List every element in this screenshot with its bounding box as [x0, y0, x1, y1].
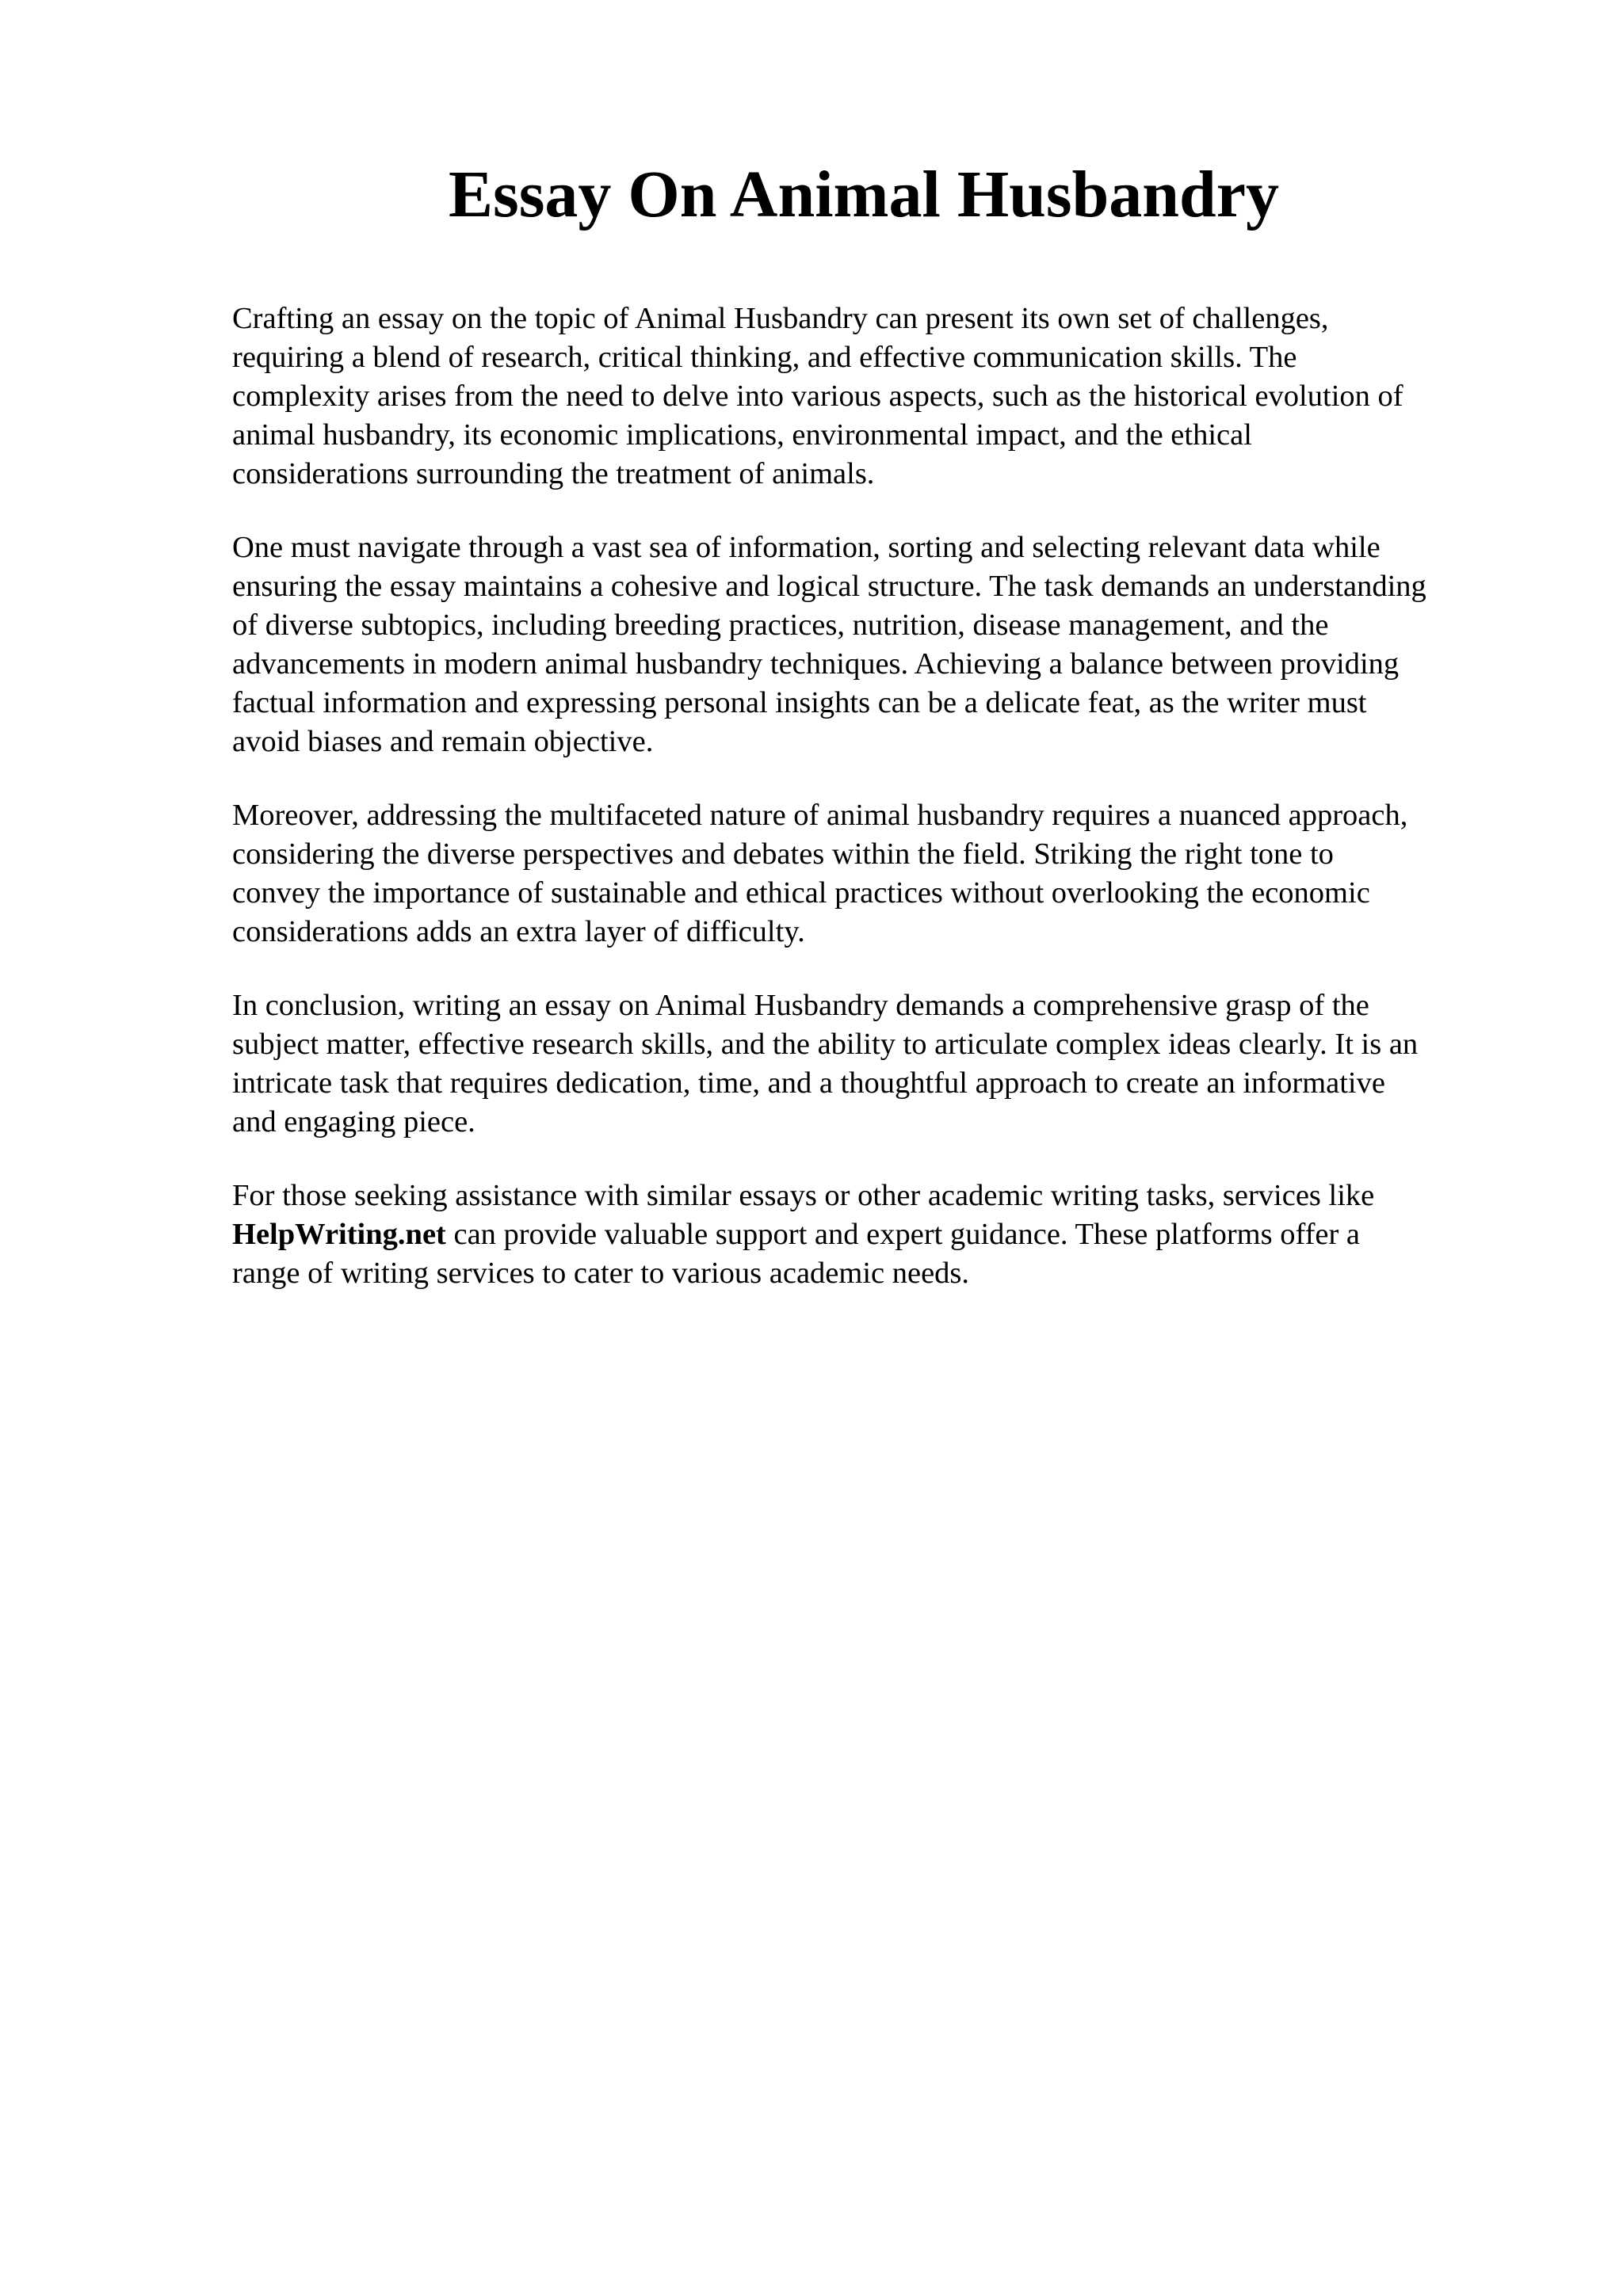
- text-line: factual information and expressing personal insights can be a delicate feat, as the writer must: [232, 686, 1367, 719]
- text-line: ensuring the essay maintains a cohesive and logical structure. The task demands an understanding: [232, 570, 1426, 603]
- text-line: requiring a blend of research, critical thinking, and effective communication skills. The: [232, 341, 1297, 374]
- text-line: One must navigate through a vast sea of information, sorting and selecting relevant data while: [232, 531, 1381, 564]
- text-line: animal husbandry, its economic implications, environmental impact, and the ethical: [232, 418, 1252, 452]
- text-line: avoid biases and remain objective.: [232, 725, 654, 758]
- document-body: [232, 299, 1548, 1328]
- paragraph: [232, 299, 1548, 494]
- text-line: Moreover, addressing the multifaceted nature of animal husbandry requires a nuanced approach,: [232, 799, 1408, 832]
- helpwriting-link[interactable]: HelpWriting.net: [232, 1218, 446, 1251]
- closing-paragraph: [232, 1177, 1548, 1293]
- text-line: of diverse subtopics, including breeding practices, nutrition, disease management, and the: [232, 608, 1329, 642]
- text-line: subject matter, effective research skills, and the ability to articulate complex ideas clearly. It is an: [232, 1028, 1419, 1061]
- text-line: advancements in modern animal husbandry techniques. Achieving a balance between providing: [232, 647, 1400, 681]
- text-line: considerations surrounding the treatment of animals.: [232, 457, 875, 490]
- text-line: For those seeking assistance with similar essays or other academic writing tasks, services like: [232, 1179, 1375, 1212]
- text-line: [232, 1215, 1548, 1254]
- text-line: intricate task that requires dedication, time, and a thoughtful approach to create an informative: [232, 1066, 1385, 1100]
- document-title: Essay On Animal Husbandry: [448, 158, 1280, 231]
- text-line: In conclusion, writing an essay on Animal Husbandry demands a comprehensive grasp of the: [232, 989, 1369, 1022]
- text-line: Crafting an essay on the topic of Animal Husbandry can present its own set of challenges,: [232, 302, 1329, 335]
- text-line: and engaging piece.: [232, 1105, 475, 1138]
- text-line: convey the importance of sustainable and ethical practices without overlooking the economic: [232, 876, 1370, 910]
- text-line: considerations adds an extra layer of difficulty.: [232, 915, 805, 948]
- paragraph: [232, 986, 1548, 1142]
- text-line: complexity arises from the need to delve into various aspects, such as the historical evolution of: [232, 379, 1403, 413]
- text-line: range of writing services to cater to various academic needs.: [232, 1257, 970, 1290]
- paragraph: [232, 528, 1548, 761]
- text-line: considering the diverse perspectives and debates within the field. Striking the right tone to: [232, 837, 1334, 871]
- paragraph: [232, 796, 1548, 952]
- text-fragment: can provide valuable support and expert guidance. These platforms offer a: [445, 1218, 1361, 1251]
